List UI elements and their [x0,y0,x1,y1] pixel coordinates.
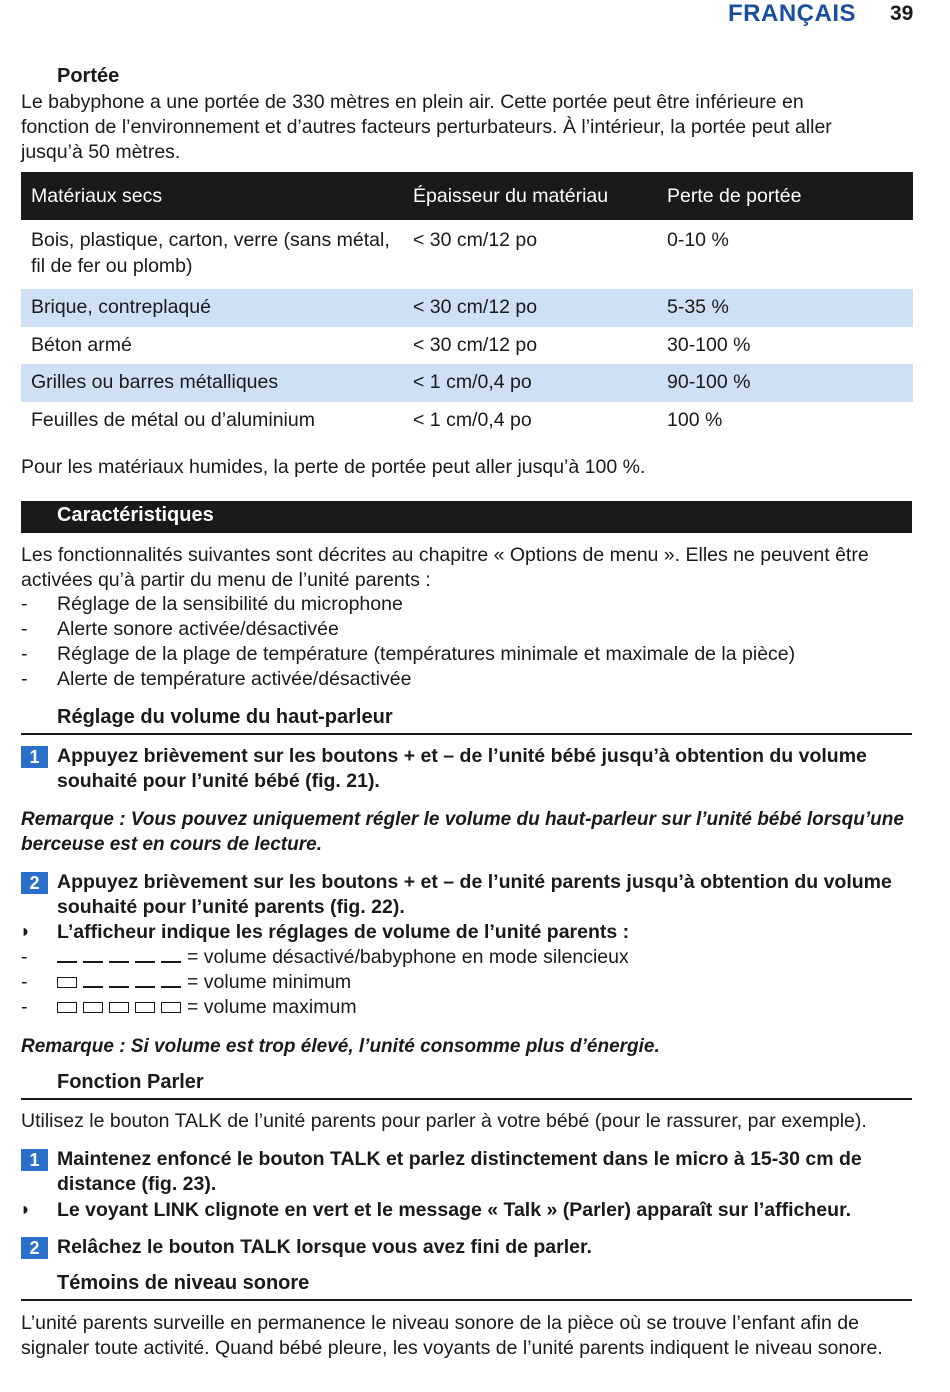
section-rule [21,1098,912,1100]
volume-segment-on [57,977,77,988]
step-text: souhaité pour l’unité parents (fig. 22). [57,896,405,918]
volume-segment-off [161,952,181,963]
table-row [21,364,913,402]
step-text: distance (fig. 23). [57,1173,217,1195]
volume-segment-off [83,977,103,988]
section-heading-portee: Portée [57,65,120,87]
paragraph-line: activées qu’à partir du menu de l’unité parents : [21,569,431,591]
volume-level-row [57,971,351,994]
volume-indicator-icon [57,971,187,993]
table-cell: Brique, contreplaqué [21,289,403,327]
paragraph-line: signaler toute activité. Quand bébé pleure, les voyants de l’unité parents indiquent le niveau sonore. [21,1337,883,1359]
list-dash: - [21,946,28,968]
volume-segment-off [83,952,103,963]
volume-segment-off [109,977,129,988]
list-dash: - [21,643,28,665]
list-dash: - [21,971,28,993]
table-cell: 30-100 % [667,333,751,356]
result-arrow-icon: ◗ [20,921,31,941]
table-cell: 5-35 % [657,289,913,327]
volume-level-row [57,946,629,969]
step-badge: 2 [21,872,48,894]
volume-segment-off [161,977,181,988]
step-text: Relâchez le bouton TALK lorsque vous avez fini de parler. [57,1236,592,1258]
paragraph-line: L’unité parents surveille en permanence le niveau sonore de la pièce où se trouve l’enfant afin de [21,1312,859,1334]
volume-level-text: = volume désactivé/babyphone en mode silencieux [187,946,629,968]
table-cell: Feuilles de métal ou d’aluminium [31,408,315,431]
section-rule [21,733,912,735]
table-row [21,220,913,289]
paragraph-line: Les fonctionnalités suivantes sont décrites au chapitre « Options de menu ». Elles ne peuvent être [21,544,869,566]
table-cell: 0-10 % [667,229,729,251]
step-badge: 1 [21,1149,48,1171]
volume-segment-off [109,952,129,963]
section-heading-temoins: Témoins de niveau sonore [57,1272,310,1294]
step-badge: 1 [21,746,48,768]
result-text: Le voyant LINK clignote en vert et le message « Talk » (Parler) apparaît sur l’afficheur. [57,1199,851,1221]
table-row [21,402,913,440]
step-text: souhaité pour l’unité bébé (fig. 21). [57,770,380,792]
section-heading-volume: Réglage du volume du haut-parleur [57,706,393,728]
volume-segment-on [57,1002,77,1013]
materials-table [21,172,913,439]
cell-text: Bois, plastique, carton, verre (sans métal, [31,229,390,251]
volume-level-row [57,996,357,1019]
column-header: Perte de portée [657,172,913,220]
volume-segment-on [109,1002,129,1013]
language-label: FRANÇAIS [728,0,856,27]
list-dash: - [21,668,28,690]
section-heading-parler: Fonction Parler [57,1071,204,1093]
list-item: Alerte sonore activée/désactivée [57,618,339,640]
list-item: Réglage de la sensibilité du microphone [57,593,403,615]
table-cell [21,220,403,289]
volume-level-text: = volume minimum [187,971,352,993]
step-text: Maintenez enfoncé le bouton TALK et parlez distinctement dans le micro à 15-30 cm de [57,1148,862,1170]
list-item: Réglage de la plage de température (températures minimale et maximale de la pièce) [57,643,796,665]
result-text: L’afficheur indique les réglages de volume de l’unité parents : [57,921,630,943]
table-cell: < 30 cm/12 po [413,229,538,251]
volume-segment-off [57,952,77,963]
table-cell: Grilles ou barres métalliques [21,364,403,402]
column-header: Épaisseur du matériau [403,172,657,220]
table-cell: Béton armé [31,333,132,356]
volume-segment-off [135,952,155,963]
section-bar-caracteristiques [21,501,912,533]
step-text: Appuyez brièvement sur les boutons + et – de l’unité bébé jusqu’à obtention du volume [57,745,867,767]
note-text: Remarque : Vous pouvez uniquement régler le volume du haut-parleur sur l’unité bébé lorsqu’une [21,809,904,830]
table-header-row [21,172,913,220]
table-row [21,327,913,365]
paragraph-line: fonction de l’environnement et d’autres facteurs perturbateurs. À l’intérieur, la portée peut aller [21,116,832,138]
list-item: Alerte de température activée/désactivée [57,668,412,690]
paragraph-line: Le babyphone a une portée de 330 mètres en plein air. Cette portée peut être inférieure en [21,91,804,113]
volume-segment-on [135,1002,155,1013]
table-cell: < 30 cm/12 po [403,289,657,327]
note-text: Remarque : Si volume est trop élevé, l’unité consomme plus d’énergie. [21,1036,660,1057]
table-footnote: Pour les matériaux humides, la perte de portée peut aller jusqu’à 100 %. [21,456,646,478]
column-header: Matériaux secs [21,172,403,220]
volume-segment-off [135,977,155,988]
table-cell: < 30 cm/12 po [413,333,538,356]
page-number: 39 [890,2,914,25]
list-dash: - [21,618,28,640]
note-text: berceuse est en cours de lecture. [21,834,322,855]
volume-segment-on [83,1002,103,1013]
step-text: Appuyez brièvement sur les boutons + et – de l’unité parents jusqu’à obtention du volume [57,871,892,893]
section-heading-caracteristiques: Caractéristiques [57,504,214,526]
volume-indicator-icon [57,996,187,1018]
section-rule [21,1299,912,1301]
volume-segment-on [161,1002,181,1013]
list-dash: - [21,996,28,1018]
table-row [21,289,913,327]
volume-level-text: = volume maximum [187,996,357,1018]
paragraph-line: jusqu’à 50 mètres. [21,141,181,163]
table-cell: 90-100 % [657,364,913,402]
list-dash: - [21,593,28,615]
table-cell: < 1 cm/0,4 po [403,364,657,402]
step-badge: 2 [21,1237,48,1259]
table-cell: < 1 cm/0,4 po [413,408,532,431]
table-cell: 100 % [667,408,723,431]
paragraph-line: Utilisez le bouton TALK de l’unité parents pour parler à votre bébé (pour le rassurer, par exemple). [21,1110,867,1132]
cell-text: fil de fer ou plomb) [31,254,193,277]
result-arrow-icon: ◗ [20,1199,31,1219]
volume-indicator-icon [57,946,187,968]
